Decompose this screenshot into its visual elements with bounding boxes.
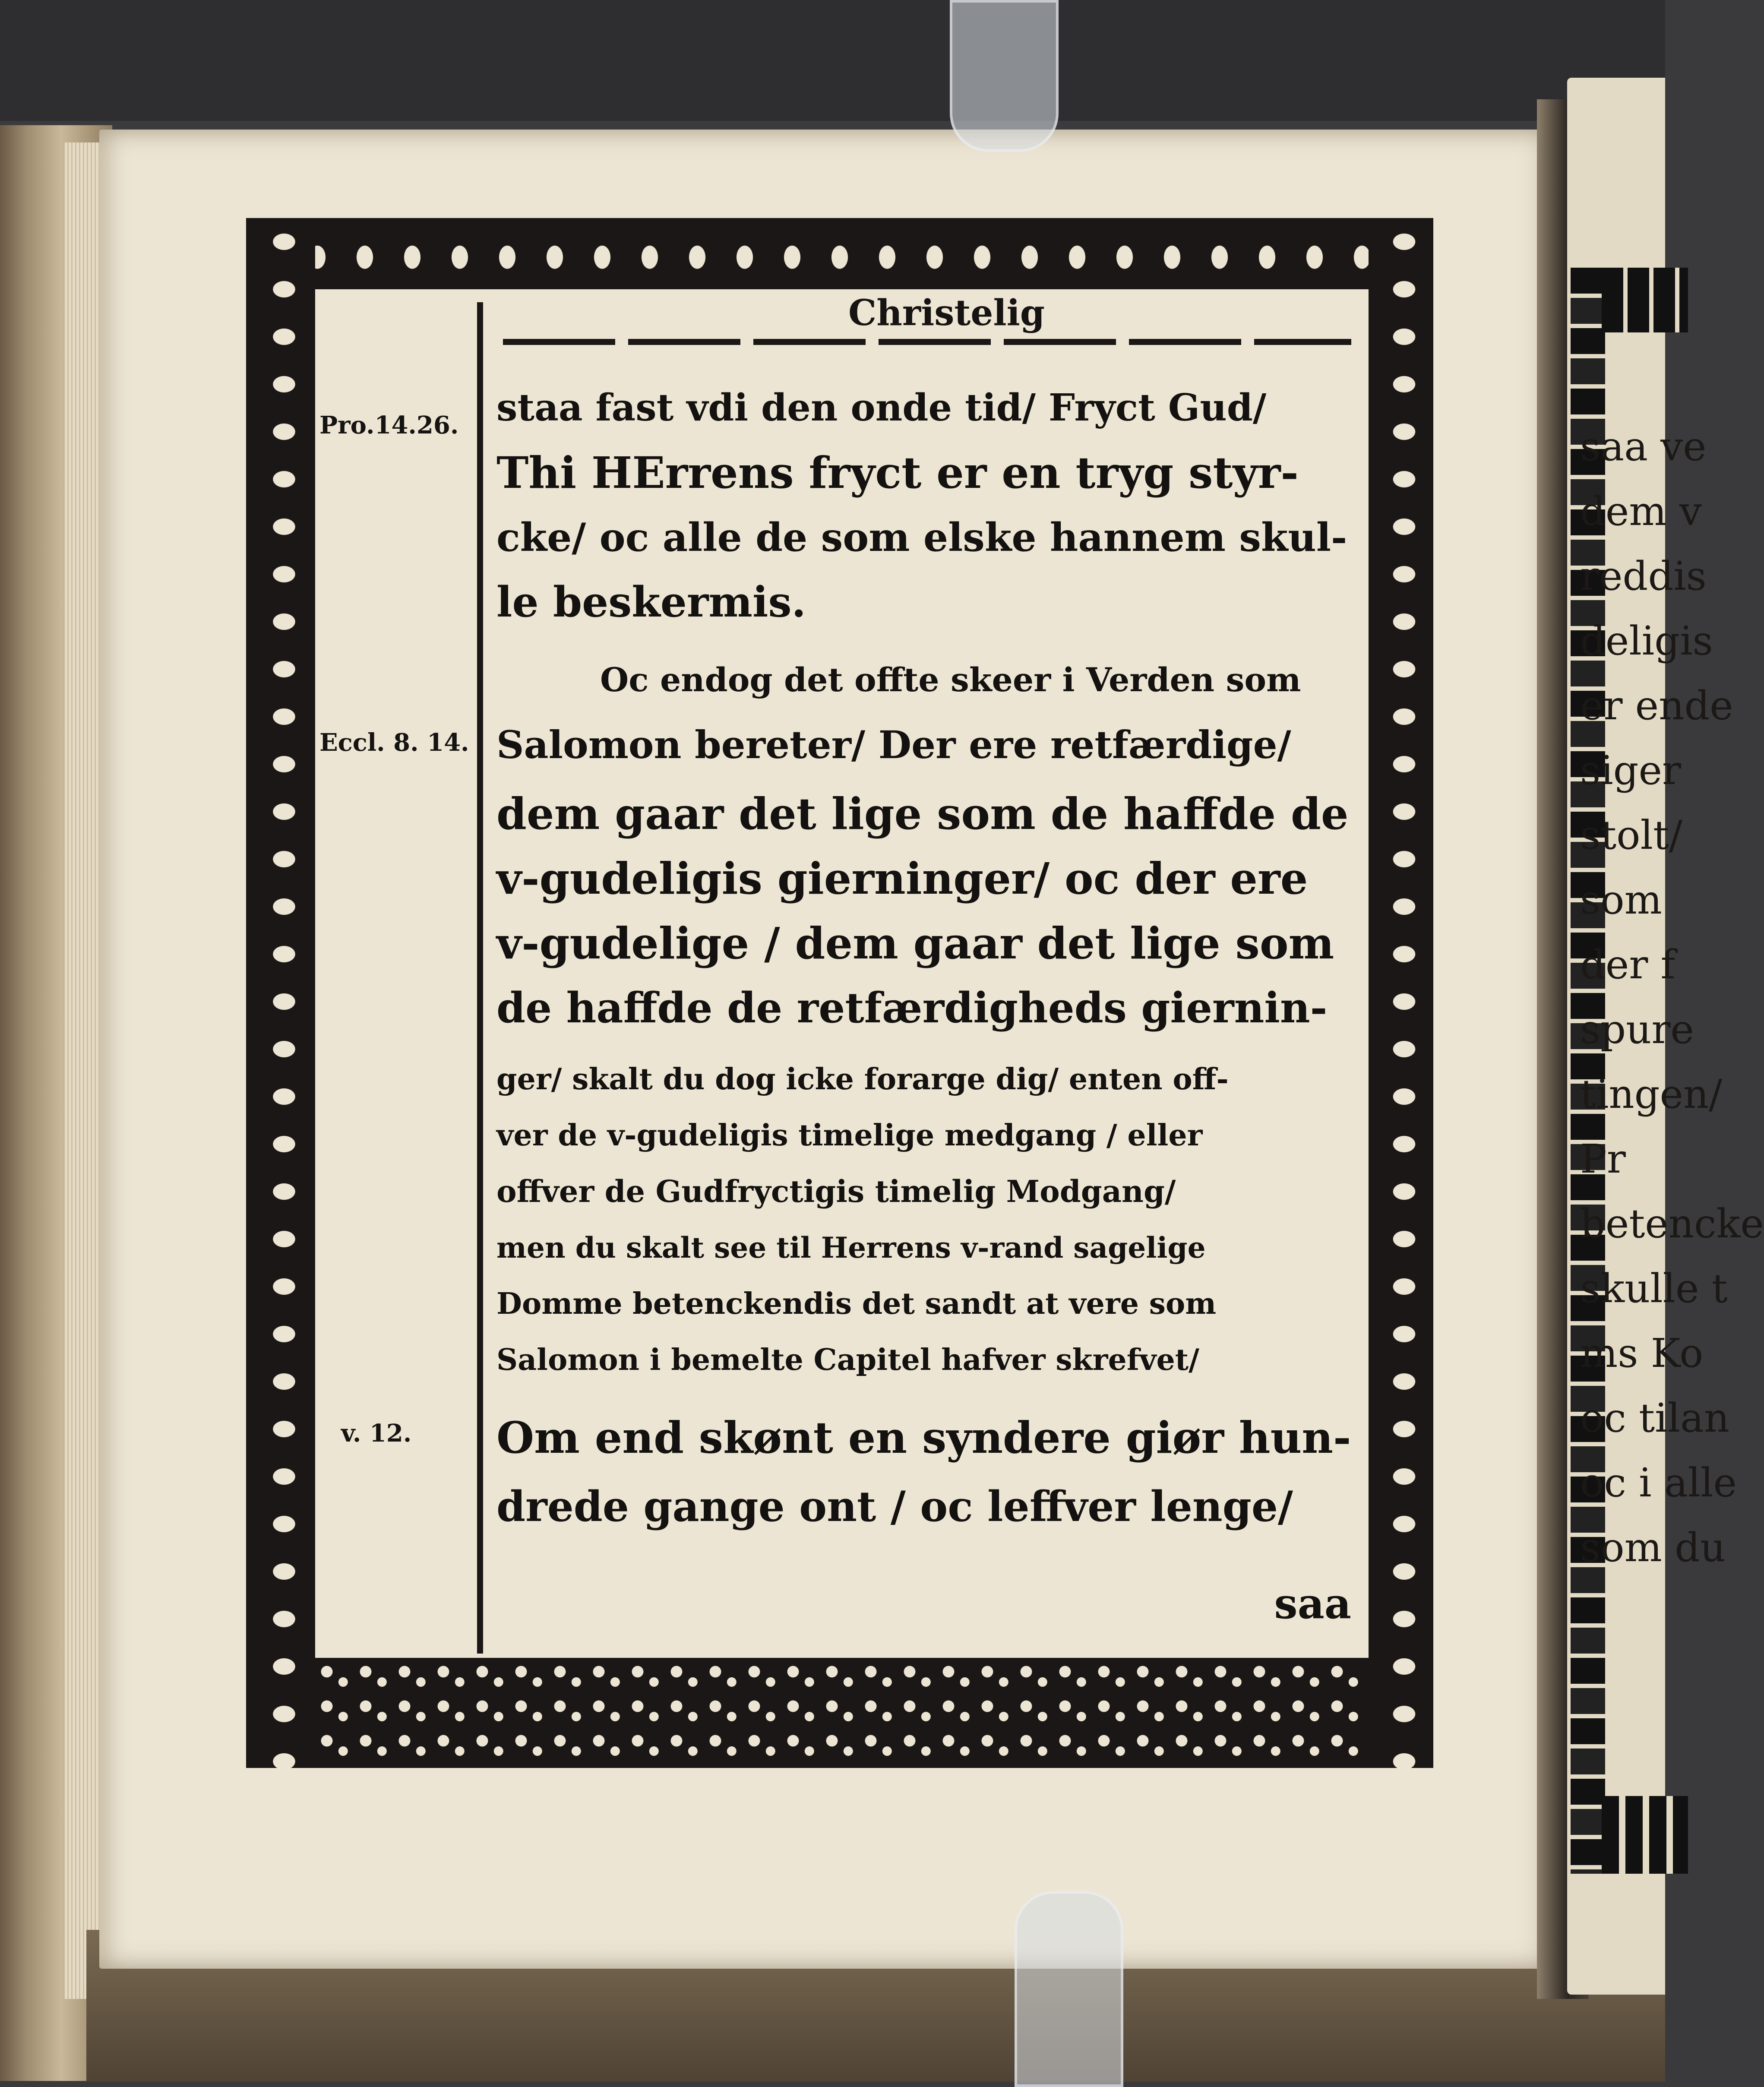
text-line: ger/ skalt du dog icke forarge dig/ enten off-	[496, 1062, 1229, 1097]
facing-page-fragment: ms Ko	[1580, 1330, 1704, 1376]
facing-page-text	[1580, 414, 1764, 1580]
facing-page-fragment: betencke	[1580, 1201, 1764, 1247]
scanner-bed-top	[0, 0, 1665, 121]
running-head: Christelig	[848, 292, 1045, 334]
ornamental-border-top	[246, 218, 1433, 289]
facing-page-fragment: siger	[1580, 747, 1681, 794]
text-line: men du skalt see til Herrens v-rand sagelige	[496, 1231, 1206, 1265]
facing-page-fragment: er ende	[1580, 683, 1733, 729]
text-line: Om end skønt en syndere giør hun-	[496, 1412, 1351, 1463]
facing-page-fragment: stolt/	[1580, 812, 1682, 858]
text-line: v-gudelige / dem gaar det lige som	[496, 918, 1334, 969]
facing-page-fragment: skulle t	[1580, 1265, 1728, 1312]
text-line: cke/ oc alle de som elske hannem skul-	[496, 515, 1347, 560]
text-line: Oc endog det offte skeer i Verden som	[600, 661, 1301, 699]
facing-page-fragment: som du	[1580, 1524, 1726, 1571]
header-rule	[503, 339, 1351, 345]
text-line: drede gange ont / oc leffver lenge/	[496, 1482, 1293, 1531]
ornamental-border-right	[1369, 218, 1433, 1768]
facing-page-fragment: oc tilan	[1580, 1395, 1730, 1441]
text-line: v-gudeligis gierninger/ oc der ere	[496, 853, 1308, 904]
text-line: Domme betenckendis det sandt at vere som	[496, 1287, 1217, 1321]
facing-page-fragment: spure	[1580, 1006, 1694, 1053]
text-line: de haffde de retfærdigheds giernin-	[496, 983, 1328, 1032]
text-line: Salomon i bemelte Capitel hafver skrefvet/	[496, 1343, 1200, 1377]
text-line: le beskermis.	[496, 578, 806, 626]
facing-page-ornamental-bottom	[1602, 1796, 1688, 1874]
text-line: staa fast vdi den onde tid/ Fryct Gud/	[496, 386, 1267, 430]
page-clip-top	[950, 0, 1059, 152]
text-line: ver de v-gudeligis timelige medgang / eller	[496, 1118, 1203, 1153]
facing-page-fragment: oc i alle	[1580, 1460, 1737, 1506]
marginal-note: Eccl. 8. 14.	[319, 728, 469, 757]
margin-rule	[477, 302, 483, 1654]
facing-page-fragment: saa ve	[1580, 424, 1707, 470]
marginal-note: v. 12.	[341, 1419, 412, 1448]
page-clip-bottom	[1015, 1891, 1123, 2087]
facing-page-fragment: dem v	[1580, 488, 1702, 534]
catchword: saa	[1274, 1579, 1351, 1628]
ornamental-border-left	[246, 218, 315, 1768]
facing-page-fragment: som	[1580, 877, 1662, 923]
ornamental-border-bottom	[315, 1658, 1369, 1768]
text-line: Thi HErrens fryct er en tryg styr-	[496, 447, 1299, 498]
facing-page-fragment: reddis	[1580, 553, 1707, 599]
text-line: Salomon bereter/ Der ere retfærdige/	[496, 722, 1291, 767]
facing-page-ornamental-top	[1602, 268, 1688, 332]
marginal-note: Pro.14.26.	[319, 411, 459, 440]
text-line: dem gaar det lige som de haffde de	[496, 788, 1349, 839]
facing-page	[1567, 78, 1764, 1995]
facing-page-fragment: tingen/	[1580, 1071, 1723, 1117]
facing-page-fragment: Pr	[1580, 1136, 1626, 1182]
text-line: offver de Gudfryctigis timelig Modgang/	[496, 1173, 1176, 1209]
facing-page-fragment: deligis	[1580, 618, 1713, 664]
facing-page-fragment: der f	[1580, 942, 1675, 988]
